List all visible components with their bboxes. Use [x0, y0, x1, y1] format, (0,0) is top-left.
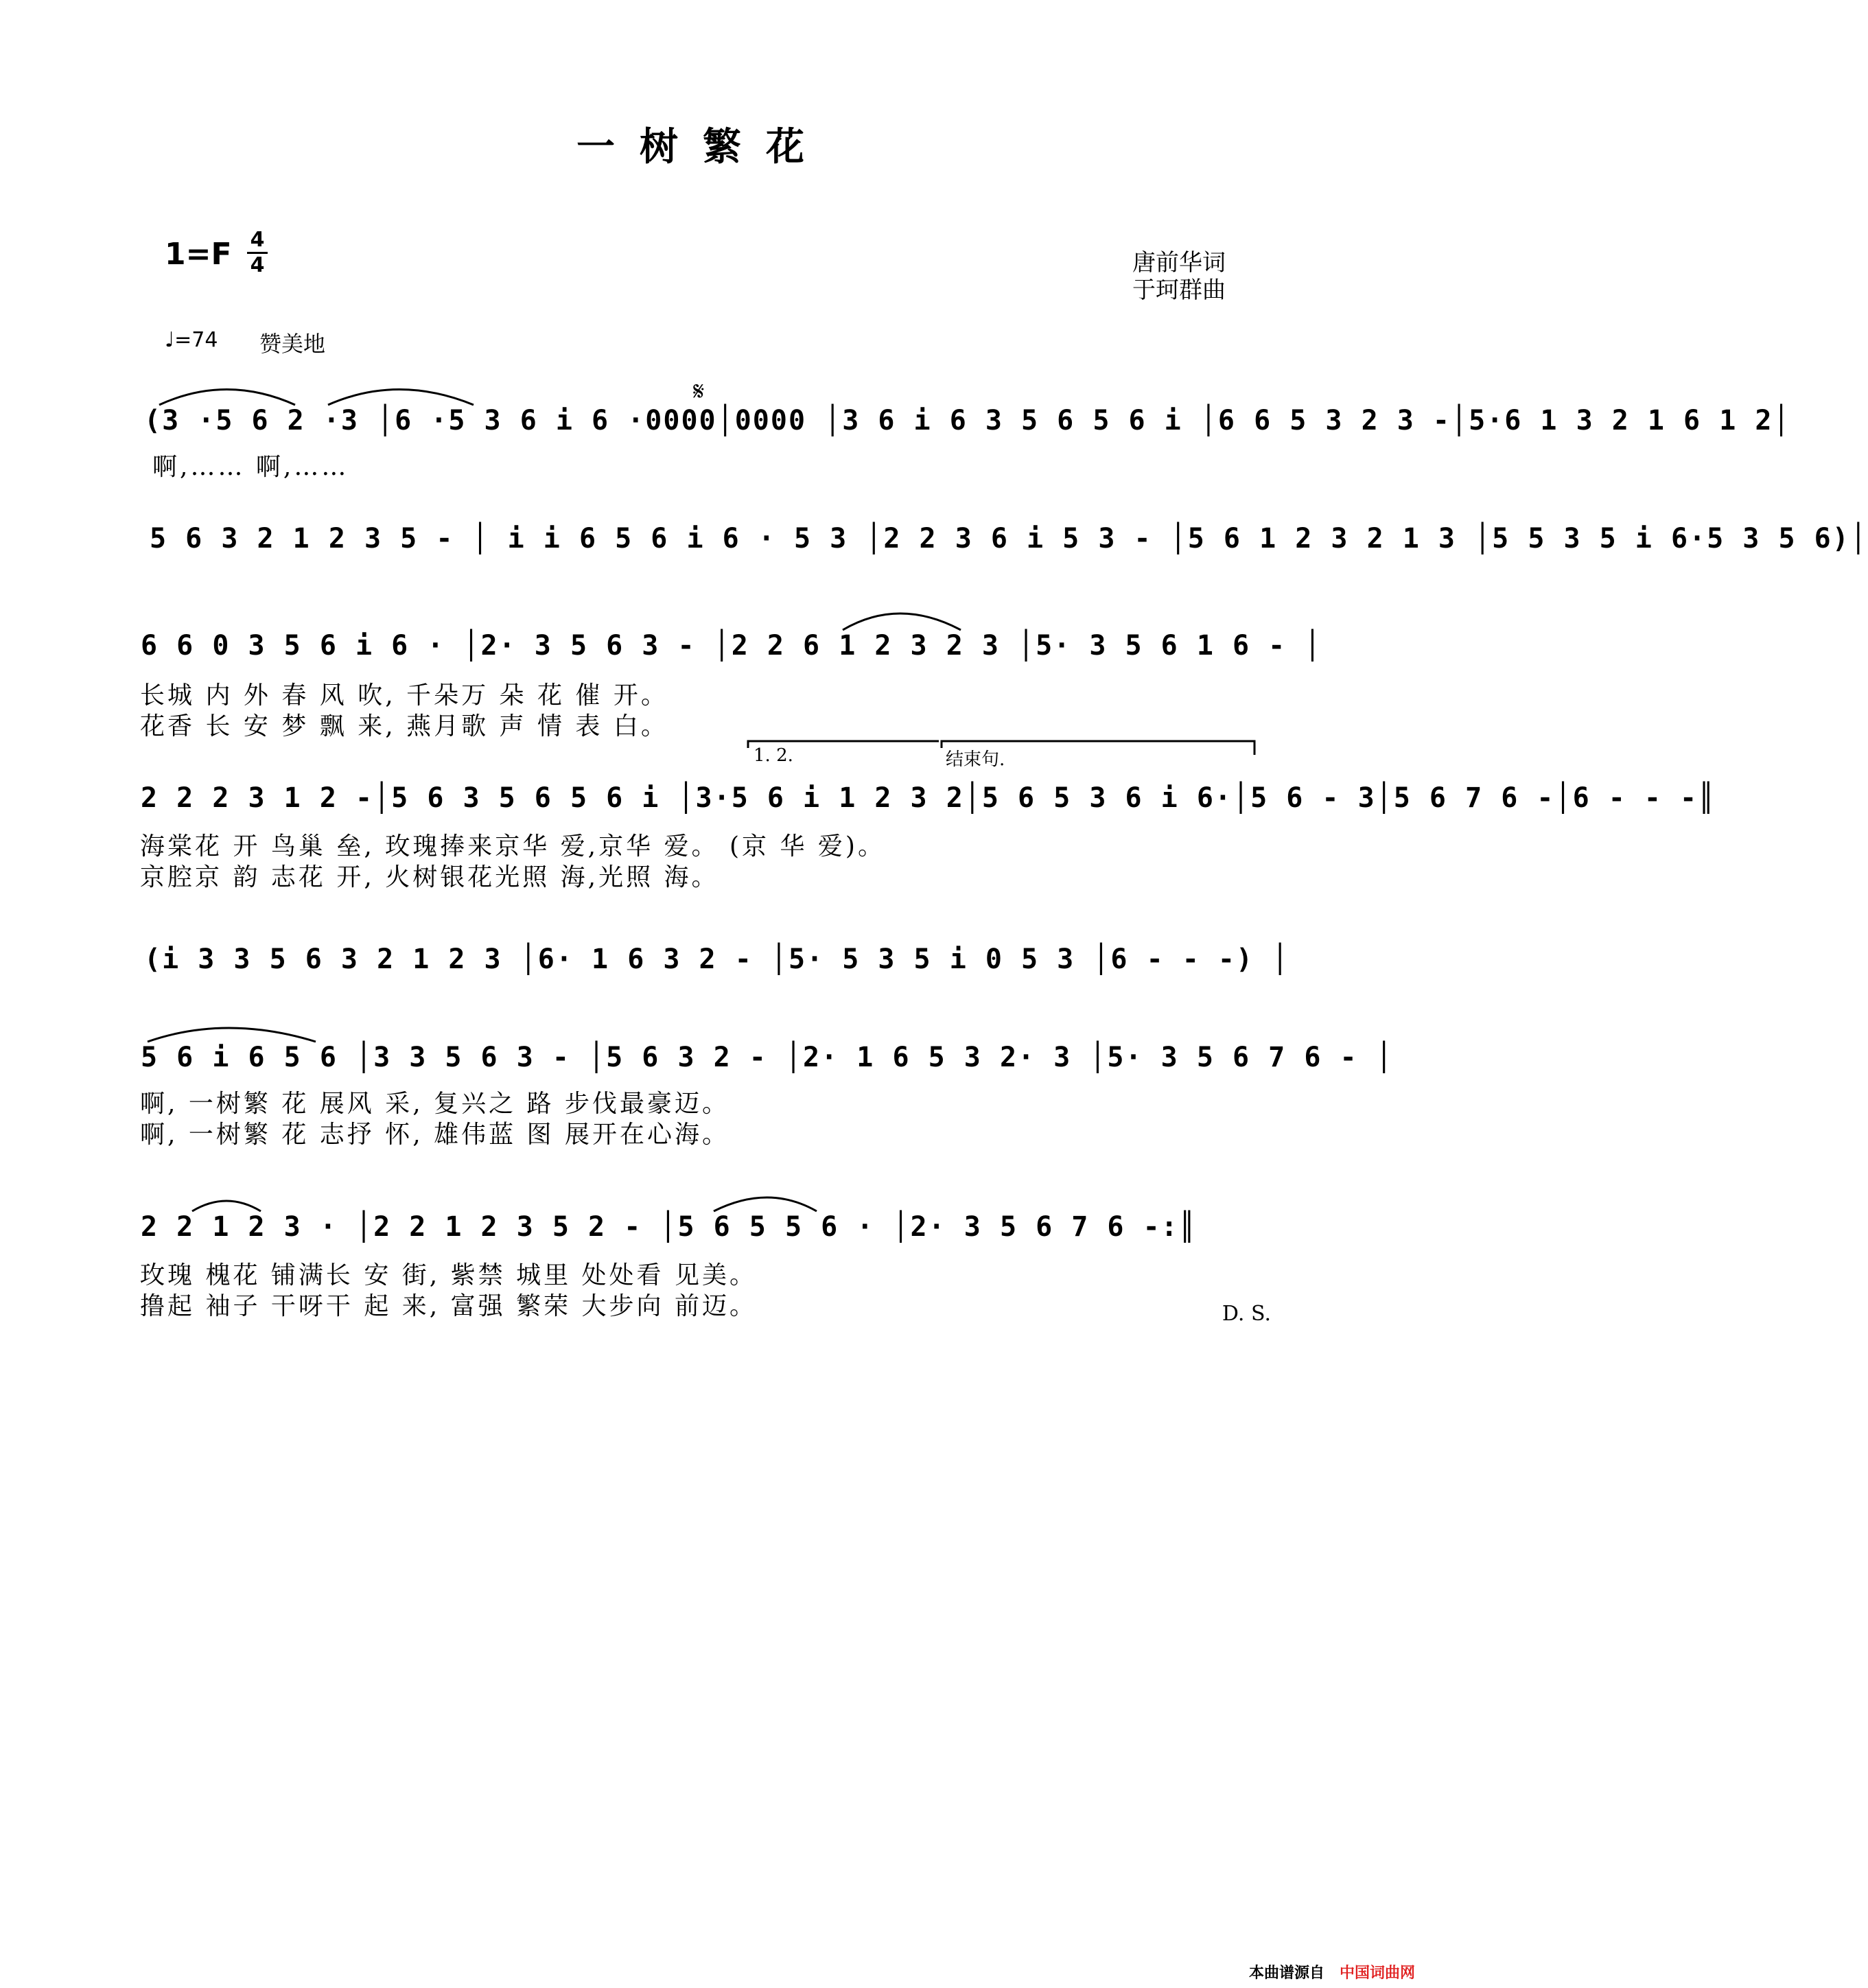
composer-credit: 于珂群曲 [1132, 277, 1226, 304]
lyric-line-1-1: 啊,…… 啊,…… [152, 453, 349, 481]
footer-source-label: 本曲谱源自 [1249, 1965, 1325, 1982]
lyricist-credit: 唐前华词 [1132, 249, 1226, 277]
time-signature-bottom: 4 [250, 253, 265, 277]
lyric-line-7-1: 玫瑰 槐花 铺满长 安 街, 紫禁 城里 处处看 见美。 [140, 1261, 757, 1289]
notation-line-2: 5 6 3 2 1 2 3 5 - │ i i 6 5 6 i 6 · 5 3 │2 2 3 6 i 5 3 - │5 6 1 2 3 2 1 3 │5 5 3 5 i 6·5 3 5 6)│ [150, 523, 1868, 554]
volta-first-ending: 1. 2. [754, 745, 793, 766]
lyric-line-3-1: 长城 内 外 春 风 吹, 千朵万 朵 花 催 开。 [140, 681, 668, 710]
volta-final-ending: 结束句. [946, 749, 1005, 770]
lyric-line-6-1: 啊, 一树繁 花 展风 采, 复兴之 路 步伐最豪迈。 [140, 1090, 729, 1118]
score-title: 一树繁花 [576, 124, 829, 169]
time-signature [247, 230, 268, 276]
notation-line-3: 6 6 0 3 5 6 i 6 · │2· 3 5 6 3 - │2 2 6 1 2 3 2 3 │5· 3 5 6 1 6 - │ [141, 630, 1322, 662]
notation-line-4: 2 2 2 3 1 2 -│5 6 3 5 6 5 6 i │3·5 6 i 1 2 3 2│5 6 5 3 6 i 6·│5 6 - 3│5 6 7 6 -│6 - - -║ [141, 782, 1716, 814]
lyric-line-4-2: 京腔京 韵 志花 开, 火树银花光照 海,光照 海。 [140, 863, 719, 891]
lyric-line-6-2: 啊, 一树繁 花 志抒 怀, 雄伟蓝 图 展开在心海。 [140, 1121, 729, 1149]
notation-line-5: (i 3 3 5 6 3 2 1 2 3 │6· 1 6 3 2 - │5· 5 3 5 i 0 5 3 │6 - - -) │ [144, 944, 1290, 975]
lyric-line-7-2: 撸起 袖子 干呀干 起 来, 富强 繁荣 大步向 前迈。 [140, 1292, 757, 1320]
notation-line-1: (3 ·5 6 2 ·3 │6 ·5 3 6 i 6 ·0000│0000 │3 6 i 6 3 5 6 5 6 i │6 6 5 3 2 3 -│5·6 1 3 2 1 6 1 2│ [144, 405, 1791, 436]
dal-segno-mark: D. S. [1222, 1302, 1271, 1326]
expression-mark: 赞美地 [259, 331, 326, 357]
footer-site-link[interactable]: 中国词曲网 [1340, 1965, 1416, 1982]
tempo-mark: ♩=74 [165, 328, 218, 352]
time-signature-top: 4 [250, 228, 265, 252]
segno-sign: 𝄋 [693, 376, 705, 406]
notation-line-7: 2 2 1 2 3 · │2 2 1 2 3 5 2 - │5 6 5 5 6 · │2· 3 5 6 7 6 -:║ [141, 1211, 1197, 1243]
lyric-line-4-1: 海棠花 开 鸟巢 垒, 玫瑰捧来京华 爱,京华 爱。 (京 华 爱)。 [140, 832, 885, 861]
notation-line-6: 5 6 i 6 5 6 │3 3 5 6 3 - │5 6 3 2 - │2· 1 6 5 3 2· 3 │5· 3 5 6 7 6 - │ [141, 1042, 1394, 1073]
lyric-line-3-2: 花香 长 安 梦 飘 来, 燕月歌 声 情 表 白。 [140, 712, 668, 740]
key-signature: 1=F [165, 237, 232, 272]
